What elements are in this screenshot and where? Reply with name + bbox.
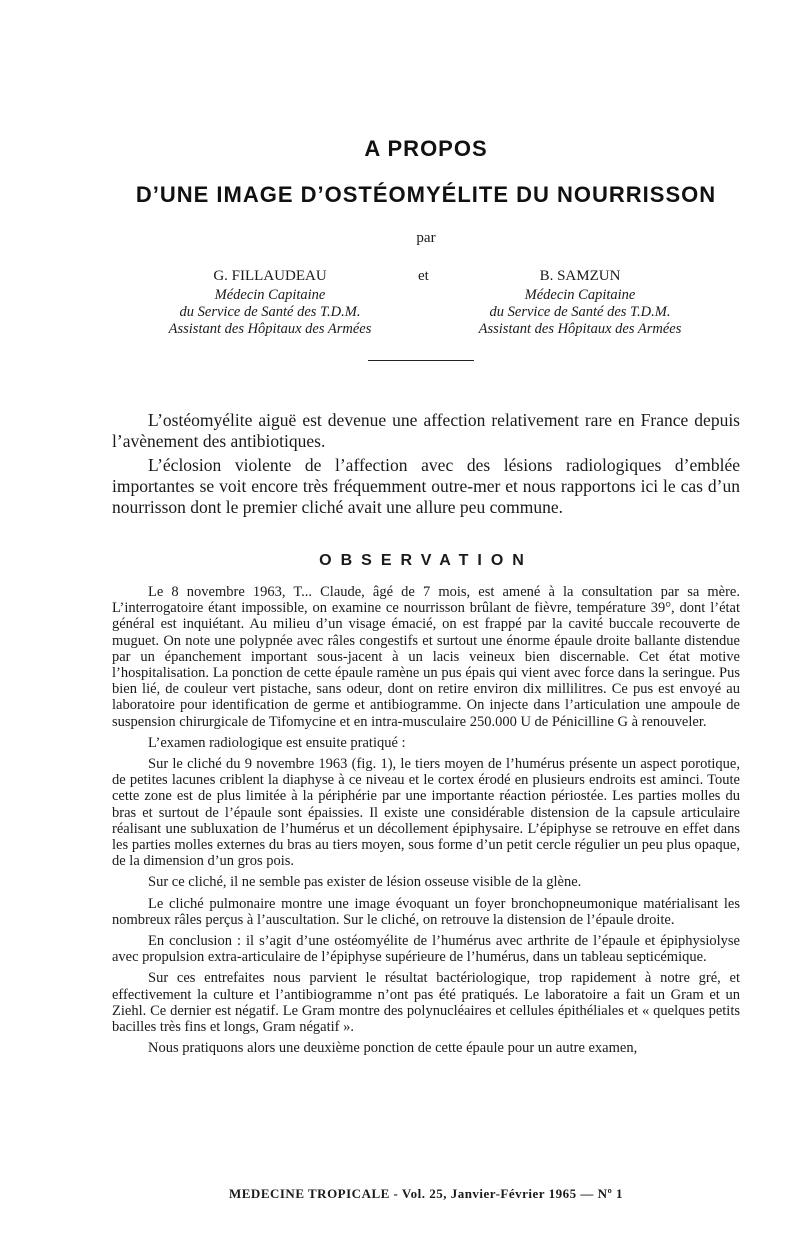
body-paragraph: Sur le cliché du 9 novembre 1963 (fig. 1), le tiers moyen de l’humérus présente un aspect porotique, de petites lacunes criblent la diaphyse à ce niveau et le cortex érodé en plusieurs endroits est aminci. Toute cette zone est de plus limitée à la périphérie par une importante réaction périostée. Les parties molles du bras et surtout de l’épaule sont épaissies. Il existe une considérable distension de la capsule articulaire réalisant une subluxation de l’humérus et un décollement épiphysaire. L’épiphyse se retrouve en effet dans les parties molles externes du bras au tiers moyen, sous forme d’un petit cercle régulier un peu plus opaque, de la dimension d’un gros pois. xyxy=(112,756,740,870)
article-title-line2: D’UNE IMAGE D’OSTÉOMYÉLITE DU NOURRISSON xyxy=(135,182,717,207)
author-affiliation: Médecin Capitaine xyxy=(524,287,636,303)
author-affiliation: du Service de Santé des T.D.M. xyxy=(179,304,361,320)
author-affiliation: Médecin Capitaine xyxy=(214,287,326,303)
body-paragraph: L’examen radiologique est ensuite pratiqué : xyxy=(148,734,406,751)
author-block-2 xyxy=(450,268,710,338)
author-block-1 xyxy=(140,268,400,338)
section-heading: OBSERVATION xyxy=(319,552,533,569)
article-title-line1: A PROPOS xyxy=(364,136,488,161)
author-affiliation: Assistant des Hôpitaux des Armées xyxy=(168,321,372,337)
title-divider xyxy=(368,360,474,361)
article-body xyxy=(112,584,740,1061)
byline-et: et xyxy=(418,268,429,284)
body-paragraph: Sur ce cliché, il ne semble pas exister de lésion osseuse visible de la glène. xyxy=(148,874,582,891)
body-paragraph: Le cliché pulmonaire montre une image évoquant un foyer bronchopneumonique matérialisant les nombreux râles perçus à l’auscultation. Sur le cliché, on retrouve la distension de l’épaule droite. xyxy=(112,895,740,928)
author-affiliation: du Service de Santé des T.D.M. xyxy=(489,304,671,320)
body-paragraph: Sur ces entrefaites nous parvient le résultat bactériologique, trop rapidement à notre gré, et effectivement la culture et l’antibiogramme n’ont pas été pratiqués. Le laboratoire a fait un Gram et un Ziehl. Ce dernier est négatif. Le Gram montre des polynucléaires et cellules épithéliales et « quelques petits bacilles très fins et longs, Gram négatif ». xyxy=(112,970,740,1036)
body-paragraph: Nous pratiquons alors une deuxième ponction de cette épaule pour un autre examen, xyxy=(148,1040,638,1057)
byline-par: par xyxy=(416,230,436,246)
author-name: G. FILLAUDEAU xyxy=(213,268,327,284)
intro-paragraph: L’éclosion violente de l’affection avec des lésions radiologiques d’emblée importantes se voit encore très fréquemment outre-mer et nous rapportons ici le cas d’un nourrisson dont le premier cliché avait une allure peu commune. xyxy=(112,455,740,517)
intro-paragraph: L’ostéomyélite aiguë est devenue une affection relativement rare en France depuis l’avènement des antibiotiques. xyxy=(112,410,740,451)
body-paragraph: Le 8 novembre 1963, T... Claude, âgé de 7 mois, est amené à la consultation par sa mère. L’interrogatoire étant impossible, on examine ce nourrisson brûlant de fièvre, température 39°, dont l’état général est inquiétant. Au milieu d’un visage émacié, on est frappé par la cavité buccale recouverte de muguet. On note une polypnée avec râles congestifs et surtout une énorme épaule droite ballante distendue par un épanchement important sous-jacent à un lacis veineux bien discernable. Cet état motive l’hospitalisation. La ponction de cette épaule ramène un pus épais qui vient avec force dans la seringue. Pus bien lié, de couleur vert pistache, sans odeur, dont on retire environ dix millilitres. Ce pus est envoyé au laboratoire pour identification de germe et antibiogramme. On injecte dans l’articulation une ampoule de suspension chirurgicale de Tifomycine et en intra-musculaire 250.000 U de Pénicilline G à renouveler. xyxy=(112,584,740,730)
page-footer: MEDECINE TROPICALE - Vol. 25, Janvier-Février 1965 — Nº 1 xyxy=(228,1186,624,1201)
author-name: B. SAMZUN xyxy=(539,268,621,284)
body-paragraph: En conclusion : il s’agit d’une ostéomyélite de l’humérus avec arthrite de l’épaule et épiphysiolyse avec propulsion extra-articulaire de l’épiphyse supérieure de l’humérus, dans un tableau septicémique. xyxy=(112,933,740,966)
author-affiliation: Assistant des Hôpitaux des Armées xyxy=(478,321,682,337)
introduction xyxy=(112,410,740,521)
